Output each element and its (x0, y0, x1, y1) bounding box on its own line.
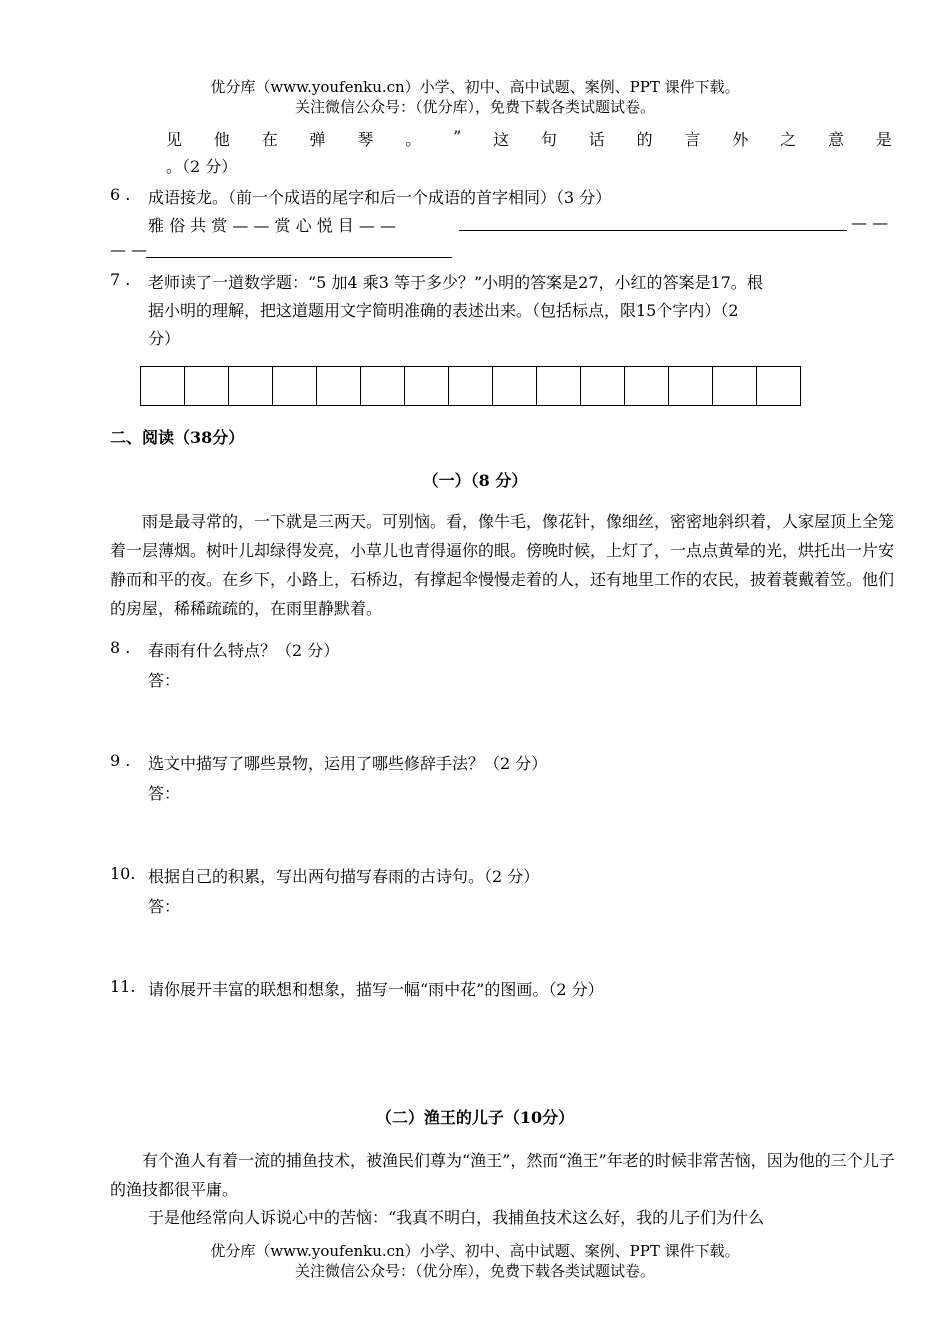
q6-blank-2[interactable] (146, 257, 452, 258)
answer-cell[interactable] (229, 367, 273, 405)
answer-cell[interactable] (185, 367, 229, 405)
answer-cell[interactable] (449, 367, 493, 405)
q8-number: 8 . (110, 638, 131, 657)
answer-cell[interactable] (581, 367, 625, 405)
answer-cell[interactable] (141, 367, 185, 405)
q10-answer-label: 答： (148, 897, 181, 916)
passage-1: 雨是最寻常的，一下就是三两天。可别恼。看，像牛毛，像花针，像细丝，密密地斜织着，人家屋顶上全笼着一层薄烟。树叶儿却绿得发亮，小草儿也青得逼你的眼。傍晚时候，上灯了，一点点黄晕的光，烘托出一片安静而和平的夜。在乡下，小路上，石桥边，有撑起伞慢慢走着的人，还有地里工作的农民，披着蓑戴着笠。他们的房屋，稀稀疏疏的，在雨里静默着。 (110, 512, 895, 618)
passage-2-paragraph-1: 有个渔人有着一流的捕鱼技术，被渔民们尊为“渔王”，然而“渔王”年老的时候非常苦恼，因为他的三个儿子的渔技都很平庸。 (110, 1151, 895, 1199)
answer-cell[interactable] (361, 367, 405, 405)
footer-line-2: 关注微信公众号：（优分库），免费下载各类试题试卷。 (294, 1262, 655, 1280)
part-2-title: （二）渔王的儿子（10分） (375, 1108, 575, 1127)
answer-cell[interactable] (317, 367, 361, 405)
q10-number: 10. (110, 864, 136, 883)
header-line-1: 优分库（www.youfenku.cn）小学、初中、高中试题、案例、PPT 课件下载。 (210, 78, 740, 96)
answer-cell[interactable] (273, 367, 317, 405)
footer-line-1: 优分库（www.youfenku.cn）小学、初中、高中试题、案例、PPT 课件下载。 (210, 1242, 740, 1260)
answer-cell[interactable] (757, 367, 800, 405)
q6-blank-1[interactable] (459, 230, 847, 231)
answer-cell[interactable] (493, 367, 537, 405)
passage-2-paragraph-2: 于是他经常向人诉说心中的苦恼：“我真不明白，我捕鱼技术这么好，我的儿子们为什么 (148, 1208, 765, 1227)
answer-cell[interactable] (669, 367, 713, 405)
answer-cell[interactable] (537, 367, 581, 405)
q11-number: 11. (110, 977, 136, 996)
part-1-title: （一）（8 分） (422, 471, 528, 490)
answer-cell[interactable] (713, 367, 757, 405)
q6-number: 6 . (110, 185, 131, 204)
section-2-title: 二、阅读（38分） (110, 428, 245, 447)
q5-score: 。（2 分） (166, 157, 238, 176)
q11-text: 请你展开丰富的联想和想象，描写一幅“雨中花”的图画。（2 分） (148, 980, 604, 999)
q7-line-2: 据小明的理解，把这道题用文字简明准确的表述出来。（包括标点，限15个字内）（2 (148, 301, 739, 320)
q9-number: 9 . (110, 751, 131, 770)
header-line-2: 关注微信公众号：（优分库），免费下载各类试题试卷。 (294, 98, 655, 116)
q9-text: 选文中描写了哪些景物，运用了哪些修辞手法？（2 分） (148, 754, 548, 773)
q6-dash-2: — — (110, 240, 148, 259)
q5-line: 见 他 在 弹 琴 。 ” 这 句 话 的 言 外 之 意 是 (166, 127, 892, 149)
q6-dash: — — (851, 213, 889, 232)
q9-answer-label: 答： (148, 784, 181, 803)
q7-line-1: 老师读了一道数学题：“5 加4 乘3 等于多少？”小明的答案是27，小红的答案是17。根 (148, 273, 763, 292)
q10-text: 根据自己的积累，写出两句描写春雨的古诗句。（2 分） (148, 867, 540, 886)
answer-cell[interactable] (625, 367, 669, 405)
q6-chain-start: 雅 俗 共 赏 — — 赏 心 悦 目 — — (148, 216, 396, 235)
q6-text: 成语接龙。（前一个成语的尾字和后一个成语的首字相同）（3 分） (148, 188, 612, 207)
answer-cell[interactable] (405, 367, 449, 405)
q8-text: 春雨有什么特点？（2 分） (148, 641, 340, 660)
q8-answer-label: 答： (148, 671, 181, 690)
q7-answer-grid[interactable] (140, 366, 801, 406)
q7-number: 7 . (110, 270, 131, 289)
q7-line-3: 分） (148, 329, 181, 348)
